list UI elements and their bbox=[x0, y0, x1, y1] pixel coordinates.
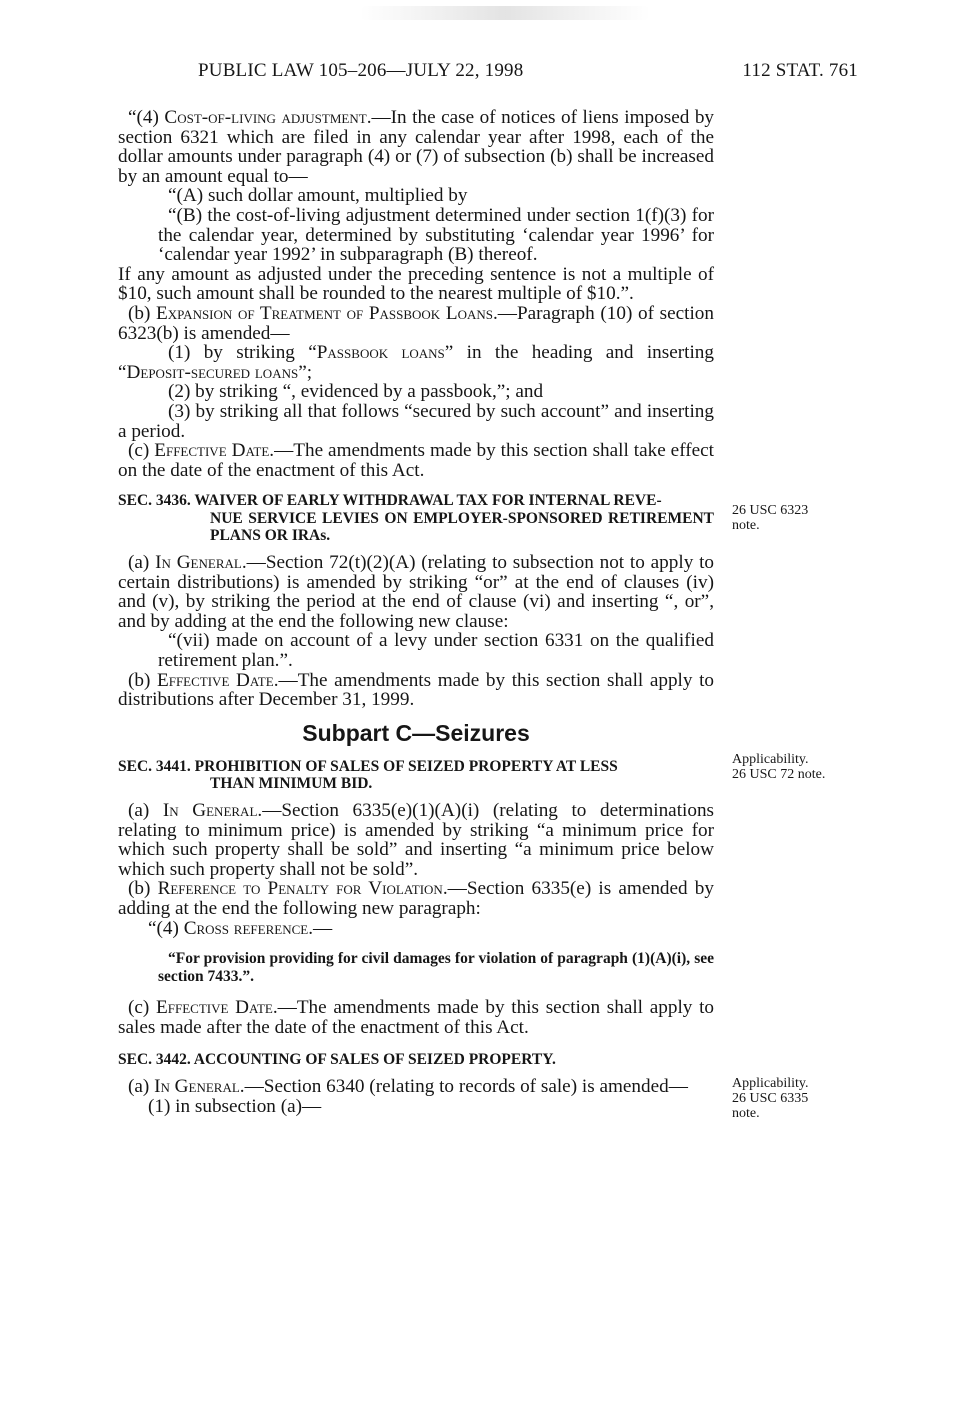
section-3441-heading: SEC. 3441. PROHIBITION OF SALES OF SEIZED PROPERTY AT LESS THAN MINIMUM BID. bbox=[118, 757, 618, 793]
section-3436-b: (b) Effective Date.—The amendments made by this section shall apply to distributions after December 31, 1999. bbox=[118, 669, 715, 711]
clause-vii: “(vii) made on account of a levy under section 6331 on the qualified retirement plan.”. bbox=[158, 630, 714, 672]
subsection-c-effective-date: (c) Effective Date.—The amendments made by this section shall take effect on the date of the enactment of this Act. bbox=[118, 440, 714, 481]
item-3: (3) by striking all that follows “secured by such account” and inserting a period. bbox=[118, 400, 714, 442]
section-3442-heading: SEC. 3442. ACCOUNTING OF SALES OF SEIZED PROPERTY. bbox=[118, 1051, 556, 1069]
item-2: (2) by striking “, evidenced by a passbook,”; and bbox=[168, 381, 544, 403]
section-3441-c: (c) Effective Date.—The amendments made by this section shall apply to sales made after the date of the enactment of this Act. bbox=[118, 997, 715, 1038]
item-subsection-a: (1) in subsection (a)— bbox=[148, 1095, 322, 1117]
clause-b: “(B) the cost-of-living adjustment determined under section 1(f)(3) for the calendar year, determined by substituting ‘calendar year 1996’ for ‘calendar year 1992’ in subparagraph (B) thereof. bbox=[158, 204, 714, 266]
margin-note-applicability-6335: Applicability. 26 USC 6335 note. bbox=[732, 1076, 809, 1121]
clause-a: “(A) such dollar amount, multiplied by bbox=[168, 185, 468, 207]
header-statute-page: 112 STAT. 761 bbox=[742, 60, 858, 81]
margin-note-applicability-72: Applicability. 26 USC 72 note. bbox=[732, 752, 826, 782]
section-3442-a: (a) In General.—Section 6340 (relating to records of sale) is amended— bbox=[128, 1075, 688, 1097]
margin-note-26usc6323: 26 USC 6323 note. bbox=[732, 503, 809, 533]
subpart-heading: Subpart C—Seizures bbox=[302, 719, 530, 746]
rounding-paragraph: If any amount as adjusted under the preceding sentence is not a multiple of $10, such amount shall be rounded to the nearest multiple of $10.”. bbox=[118, 263, 714, 305]
section-3436-heading: SEC. 3436. WAIVER OF EARLY WITHDRAWAL TAX FOR INTERNAL REVE- NUE SERVICE LEVIES ON EMPLOYER-SPONSORED RETIREMENT PLANS OR IRAs. bbox=[118, 492, 714, 545]
section-3436-a: (a) In General.—Section 72(t)(2)(A) (relating to subsection not to apply to certain distributions) is amended by striking “or” at the end of clauses (iv) and (v), by striking the period at the end of clause (vi) and inserting “, or”, and by adding at the end the following new clause: bbox=[118, 552, 715, 632]
header-law-citation: PUBLIC LAW 105–206—JULY 22, 1998 bbox=[198, 60, 524, 81]
item-1: (1) by striking “Passbook loans” in the heading and inserting “Deposit-secured loans”; bbox=[118, 342, 714, 383]
scan-artifact bbox=[360, 6, 650, 20]
cross-reference-note: “For provision providing for civil damages for violation of paragraph (1)(A)(i), see section 7433.”. bbox=[158, 950, 714, 986]
main-text-column bbox=[118, 108, 714, 1116]
section-3441-b: (b) Reference to Penalty for Violation.—Section 6335(e) is amended by adding at the end the following new paragraph: bbox=[118, 878, 714, 919]
cross-reference-heading: “(4) Cross reference.— bbox=[148, 917, 333, 939]
paragraph-cost-of-living: “(4) Cost-of-living adjustment.—In the case of notices of liens imposed by section 6321 which are filed in any calendar year after 1998, each of the dollar amounts under paragraph (4) or (7) of subsection (b) shall be increased by an amount equal to— bbox=[118, 107, 715, 187]
section-3441-a: (a) In General.—Section 6335(e)(1)(A)(i) (relating to determinations relating to minimum price) is amended by striking “a minimum price for which such property shall be sold” and inserting “a minimum price below which such property shall not be sold”. bbox=[118, 800, 715, 880]
subsection-b-passbook: (b) Expansion of Treatment of Passbook Loans.—Paragraph (10) of section 6323(b) is amended— bbox=[118, 302, 714, 344]
